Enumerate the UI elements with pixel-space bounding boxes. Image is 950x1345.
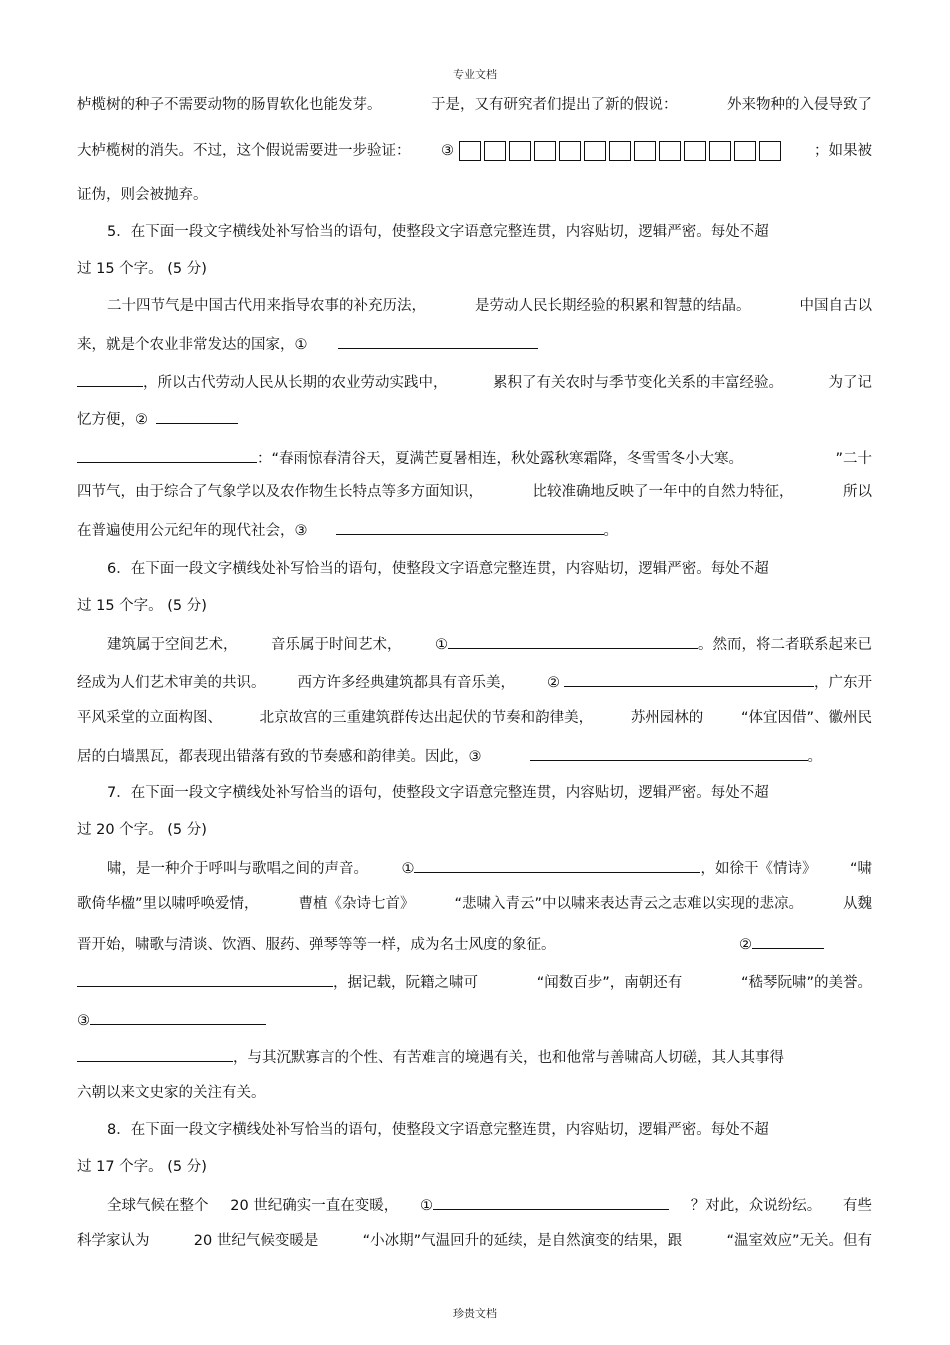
- text-segment: “小冰期”气温回升的延续，是自然演变的结果，跟: [362, 1233, 683, 1249]
- text-line: [77, 333, 872, 355]
- answer-box[interactable]: [734, 141, 756, 161]
- marker-1: ①: [401, 861, 415, 877]
- answer-box[interactable]: [509, 141, 531, 161]
- text-segment: [420, 1194, 669, 1216]
- text-segment: 过 15 个字。 (5 分): [77, 598, 207, 614]
- text-segment: 在普遍使用公元纪年的现代社会，③: [77, 523, 308, 539]
- answer-box[interactable]: [709, 141, 731, 161]
- answer-boxes-group: [441, 141, 784, 161]
- text-segment: 。: [807, 749, 822, 765]
- marker-2: ②: [547, 675, 560, 691]
- text-segment: [401, 857, 816, 879]
- fill-blank-2[interactable]: [156, 408, 238, 424]
- text-segment: 证伪，则会被抛弃。: [77, 187, 208, 203]
- fill-blank-3[interactable]: [336, 519, 604, 535]
- question-5-title: [77, 222, 872, 242]
- text-line: [77, 1009, 872, 1031]
- marker-3: ③: [77, 1013, 90, 1029]
- text-line: [77, 519, 872, 541]
- fill-blank-3[interactable]: [530, 745, 808, 761]
- text-segment: [77, 447, 743, 469]
- text-segment: 西方许多经典建筑都具有音乐美，: [297, 675, 515, 691]
- text-segment: 过 17 个字。 (5 分): [77, 1159, 207, 1175]
- text-segment: 晋开始，啸歌与清谈、饮酒、服药、弹琴等等一样，成为名士风度的象征。: [77, 937, 556, 953]
- text-segment: ：“春雨惊春清谷天，夏满芒夏暑相连，秋处露秋寒霜降，冬雪雪冬小大寒。: [257, 451, 744, 467]
- text-segment: ，如徐干《情诗》: [700, 861, 817, 877]
- fill-blank-1[interactable]: [433, 1194, 669, 1210]
- question-6-title: [77, 559, 872, 579]
- text-segment: ，据记载，阮籍之啸可: [333, 975, 478, 991]
- text-segment: ；如果被: [813, 143, 872, 159]
- text-segment: “闻数百步”，南朝还有: [536, 975, 683, 991]
- question-8-limit: [77, 1157, 872, 1177]
- text-segment: 20 世纪气候变暖是: [193, 1233, 319, 1249]
- question-6-limit: [77, 596, 872, 616]
- text-segment: ，与其沉默寡言的个性、有苦难言的境遇有关，也和他常与善啸高人切磋，其人其事得: [233, 1050, 784, 1066]
- text-segment: 平风采堂的立面构图、: [77, 710, 222, 726]
- answer-box[interactable]: [684, 141, 706, 161]
- text-segment: “温室效应”无关。但有: [726, 1233, 872, 1249]
- text-segment: 8．在下面一段文字横线处补写恰当的语句，使整段文字语意完整连贯，内容贴切，逻辑严密。每处不超: [107, 1122, 769, 1138]
- question-5-limit: [77, 259, 872, 279]
- text-segment: 6．在下面一段文字横线处补写恰当的语句，使整段文字语意完整连贯，内容贴切，逻辑严密。每处不超: [107, 561, 769, 577]
- text-line: [77, 185, 872, 205]
- text-segment: ，所以古代劳动人民从长期的农业劳动实践中，: [143, 375, 448, 391]
- marker-1: ①: [420, 1198, 434, 1214]
- text-segment: 于是，又有研究者们提出了新的假说：: [431, 97, 678, 113]
- fill-blank-2-cont[interactable]: [77, 971, 333, 987]
- text-segment: 全球气候在整个: [107, 1198, 209, 1214]
- text-segment: 啸，是一种介于呼叫与歌唱之间的声音。: [107, 861, 368, 877]
- text-segment: 比较准确地反映了一年中的自然力特征，: [532, 484, 794, 500]
- text-segment: 经成为人们艺术审美的共识。: [77, 675, 266, 691]
- text-line: [77, 296, 872, 316]
- text-segment: “体宜因借”、徽州民: [740, 710, 872, 726]
- text-segment: 从魏: [843, 896, 872, 912]
- answer-box[interactable]: [534, 141, 556, 161]
- question-7-limit: [77, 820, 872, 840]
- text-segment: 7．在下面一段文字横线处补写恰当的语句，使整段文字语意完整连贯，内容贴切，逻辑严密。每处不超: [107, 785, 769, 801]
- text-segment: 。: [603, 523, 618, 539]
- text-line: [77, 1046, 872, 1068]
- question-7-title: [77, 783, 872, 803]
- fill-blank-1[interactable]: [414, 857, 700, 873]
- answer-boxes: [459, 141, 784, 161]
- text-line: [77, 633, 872, 655]
- text-line: [77, 894, 872, 914]
- text-segment: 苏州园林的: [630, 710, 704, 726]
- text-segment: 曹植《杂诗七首》: [298, 896, 415, 912]
- text-line: [77, 708, 872, 728]
- fill-blank-1[interactable]: [448, 633, 698, 649]
- text-segment: ，广东开: [814, 675, 872, 691]
- text-segment: [739, 933, 872, 955]
- text-segment: ”二十: [835, 451, 872, 467]
- text-line: [77, 971, 872, 993]
- text-segment: [77, 371, 448, 393]
- text-segment: 二十四节气是中国古代用来指导农事的补充历法，: [107, 298, 426, 314]
- text-segment: 歌倚华楹”里以啸呼唤爱情，: [77, 896, 259, 912]
- text-line: [77, 141, 872, 161]
- text-segment: 为了记: [828, 375, 872, 391]
- text-line: [77, 933, 872, 955]
- marker-3: ③: [440, 143, 454, 159]
- question-8-title: [77, 1120, 872, 1140]
- text-segment: 20 世纪确实一直在变暖，: [230, 1198, 399, 1214]
- text-segment: 所以: [843, 484, 872, 500]
- text-line: [77, 447, 872, 469]
- text-segment: 来，就是个农业非常发达的国家，①: [77, 337, 308, 353]
- fill-blank-3[interactable]: [90, 1009, 266, 1025]
- text-segment: 六朝以来文史家的关注有关。: [77, 1085, 266, 1101]
- text-segment: [435, 633, 872, 655]
- text-segment: 。然而，将二者联系起来已: [698, 637, 872, 653]
- text-segment: 中国自古以: [799, 298, 872, 314]
- text-segment: [77, 971, 478, 993]
- text-segment: 累积了有关农时与季节变化关系的丰富经验。: [493, 375, 783, 391]
- text-segment: 音乐属于时间艺术，: [271, 637, 402, 653]
- text-segment: 有些: [843, 1198, 872, 1214]
- fill-blank-2[interactable]: [564, 671, 814, 687]
- text-line: [77, 1194, 872, 1216]
- fill-blank-1[interactable]: [338, 333, 538, 349]
- answer-box[interactable]: [484, 141, 506, 161]
- text-segment: 外来物种的入侵导致了: [727, 97, 872, 113]
- fill-blank-2-cont[interactable]: [77, 447, 257, 463]
- text-line: [77, 857, 872, 879]
- fill-blank-2[interactable]: [752, 933, 824, 949]
- page-header: 专业文档: [453, 68, 497, 81]
- text-line: [77, 371, 872, 393]
- text-segment: 是劳动人民长期经验的积累和智慧的结晶。: [475, 298, 751, 314]
- text-segment: ？对此，众说纷纭。: [690, 1198, 822, 1214]
- answer-box[interactable]: [559, 141, 581, 161]
- text-segment: 忆方便，②: [77, 412, 148, 428]
- answer-box[interactable]: [459, 141, 481, 161]
- text-line: [77, 408, 872, 430]
- text-segment: 建筑属于空间艺术，: [107, 637, 238, 653]
- page-footer: 珍贵文档: [453, 1307, 497, 1320]
- text-line: [77, 95, 872, 115]
- answer-box[interactable]: [609, 141, 631, 161]
- text-segment: 过 15 个字。 (5 分): [77, 261, 207, 277]
- text-segment: 科学家认为: [77, 1233, 150, 1249]
- text-line: [77, 745, 872, 767]
- text-line: [77, 1083, 872, 1103]
- text-segment: 大栌榄树的消失。不过，这个假说需要进一步验证：: [77, 143, 411, 159]
- text-segment: “嵇琴阮啸”的美誉。: [740, 975, 872, 991]
- fill-blank-1-cont[interactable]: [77, 371, 143, 387]
- text-segment: 居的白墙黑瓦，都表现出错落有致的节奏感和韵律美。因此，③: [77, 749, 482, 765]
- text-line: [77, 482, 872, 502]
- text-segment: “啸: [849, 861, 872, 877]
- text-segment: 栌榄树的种子不需要动物的肠胃软化也能发芽。: [77, 97, 382, 113]
- answer-box[interactable]: [634, 141, 656, 161]
- text-line: [77, 1231, 872, 1251]
- answer-box[interactable]: [759, 141, 781, 161]
- fill-blank-3-cont[interactable]: [77, 1046, 233, 1062]
- answer-box[interactable]: [659, 141, 681, 161]
- text-segment: 北京故宫的三重建筑群传达出起伏的节奏和韵律美，: [259, 710, 594, 726]
- marker-1: ①: [435, 637, 448, 653]
- text-segment: “悲啸入青云”中以啸来表达青云之志难以实现的悲凉。: [454, 896, 804, 912]
- marker-2: ②: [739, 937, 752, 953]
- text-line: [77, 671, 872, 693]
- answer-box[interactable]: [584, 141, 606, 161]
- text-segment: 5．在下面一段文字横线处补写恰当的语句，使整段文字语意完整连贯，内容贴切，逻辑严密。每处不超: [107, 224, 769, 240]
- text-segment: 四节气，由于综合了气象学以及农作物生长特点等多方面知识，: [77, 484, 483, 500]
- text-segment: 过 20 个字。 (5 分): [77, 822, 207, 838]
- text-segment: [547, 671, 872, 693]
